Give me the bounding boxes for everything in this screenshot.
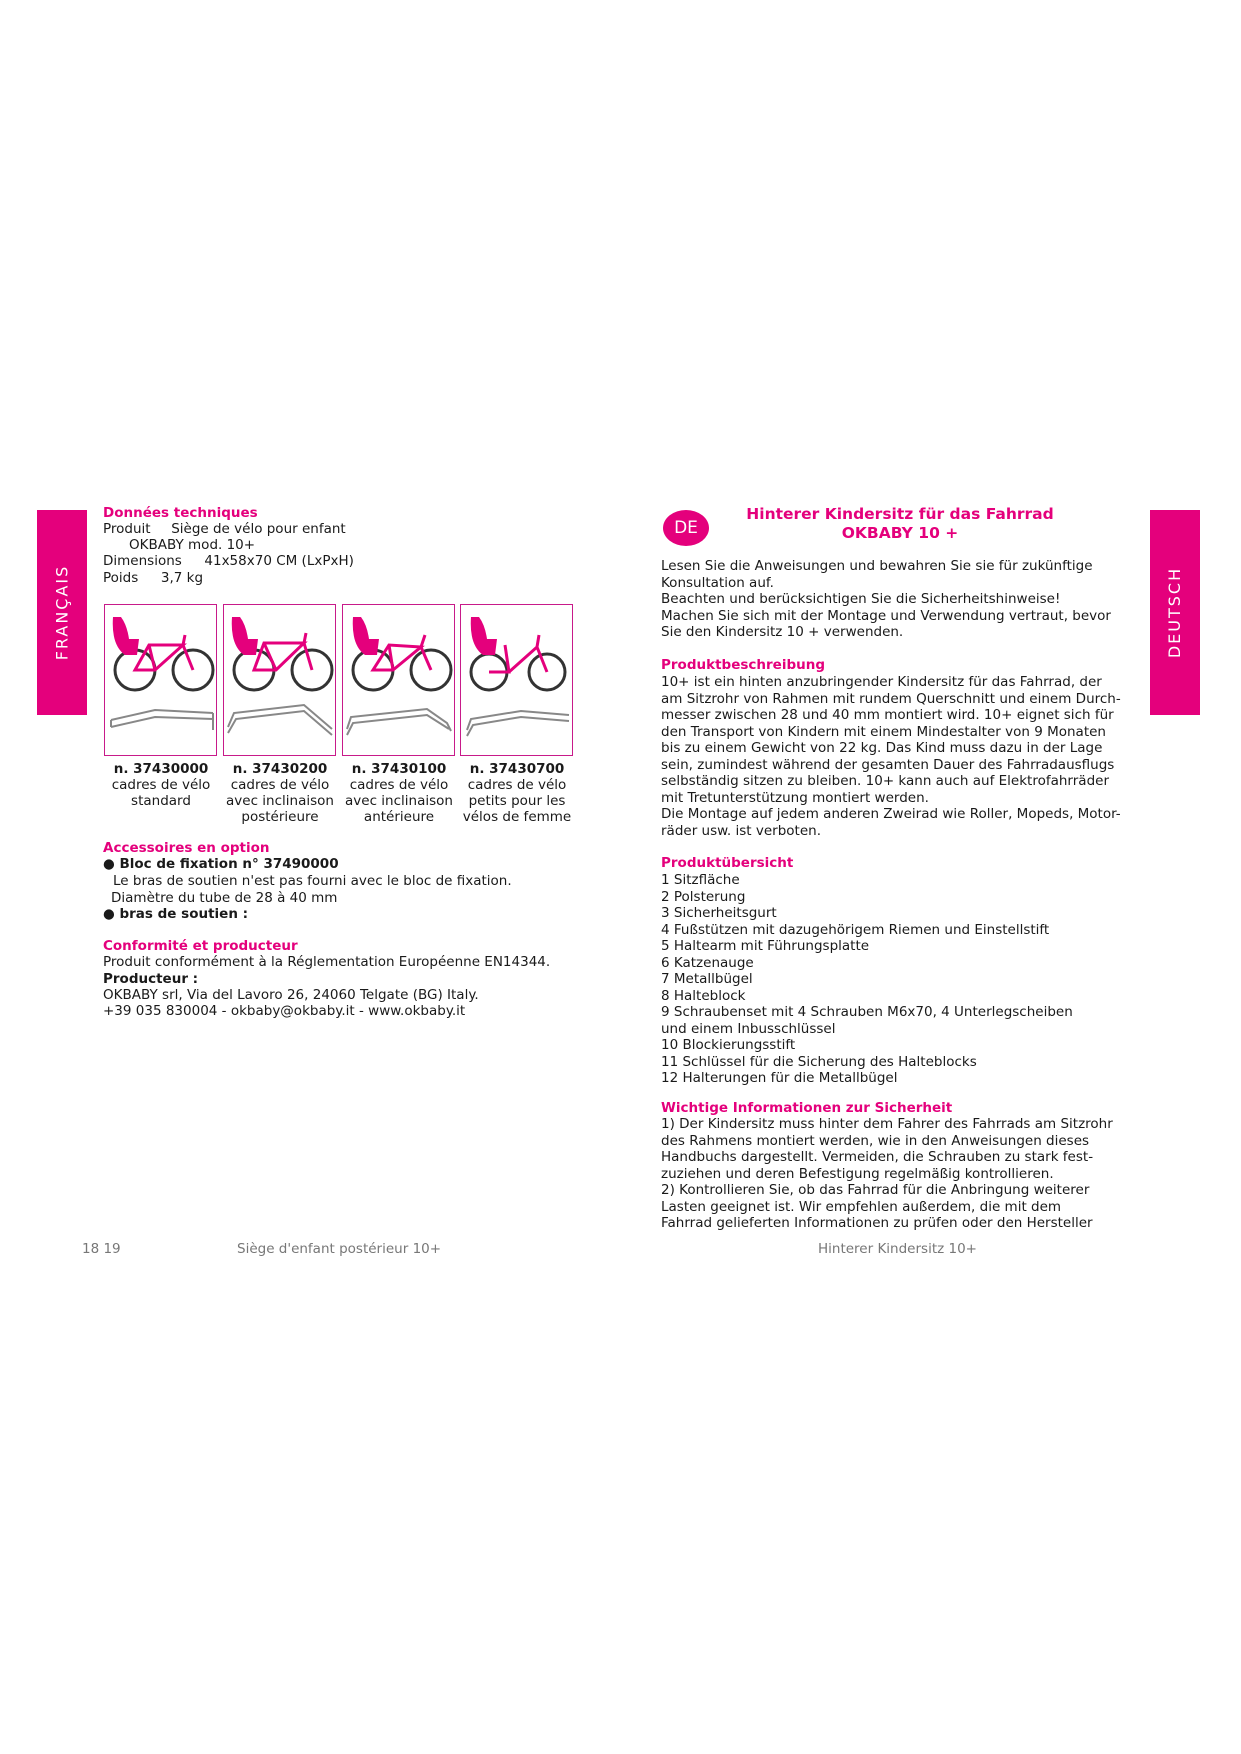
safety-line: 2) Kontrollieren Sie, ob das Fahrrad für die Anbringung weiterer <box>661 1182 1090 1198</box>
bike-number: n. 37430000 <box>113 761 209 777</box>
intro-line: Machen Sie sich mit der Montage und Verwendung vertraut, bevor <box>661 607 1111 624</box>
producer-address: OKBABY srl, Via del Lavoro 26, 24060 Telgate (BG) Italy. <box>103 987 479 1003</box>
list-item: 7 Metallbügel <box>661 971 753 987</box>
bike-caption-3 <box>338 761 460 825</box>
list-item: 1 Sitzfläche <box>661 872 740 888</box>
list-item: 6 Katzenauge <box>661 954 754 971</box>
bike-caption-2 <box>219 761 341 825</box>
intro-line: Konsultation auf. <box>661 574 774 591</box>
bike-desc-line1: cadres de vélo <box>230 777 330 793</box>
bike-desc-line1: cadres de vélo <box>111 777 211 793</box>
bloc-fixation-text1: Le bras de soutien n'est pas fourni avec le bloc de fixation. <box>113 873 512 889</box>
produit-row <box>103 521 346 538</box>
desc-line: mit Tretunterstützung montiert werden. <box>661 789 929 806</box>
desc-line: räder usw. ist verboten. <box>661 822 822 839</box>
conformity-text: Produit conformément à la Réglementation Européenne EN14344. <box>103 954 551 970</box>
side-tab-german <box>1150 510 1200 715</box>
bloc-fixation-text2: Diamètre du tube de 28 à 40 mm <box>111 890 338 906</box>
poids-value: 3,7 kg <box>160 570 204 586</box>
bike-desc-line3: postérieure <box>241 809 319 825</box>
list-item: 12 Halterungen für die Metallbügel <box>661 1070 898 1086</box>
dimensions-row <box>103 553 354 570</box>
footer-left-title: Siège d'enfant postérieur 10+ <box>237 1241 442 1257</box>
bike-desc-line1: cadres de vélo <box>349 777 449 793</box>
tech-data-heading: Données techniques <box>103 505 258 521</box>
safety-list <box>661 1116 1113 1232</box>
bike-illustration-standard <box>104 604 217 756</box>
desc-line: selbständig sitzen zu bleiben. 10+ kann auch auf Elektrofahrräder <box>661 773 1109 789</box>
list-item: 3 Sicherheitsgurt <box>661 905 777 921</box>
intro-block <box>661 558 1111 641</box>
desc-line: sein, zumindest während der gesamten Dauer des Fahrradausflugs <box>661 756 1115 773</box>
bike-illustration-rear-incline <box>223 604 336 756</box>
bike-desc-line3: antérieure <box>363 809 435 825</box>
dimensions-label: Dimensions <box>103 553 182 569</box>
model-value: OKBABY mod. 10+ <box>129 537 256 553</box>
intro-line: Sie den Kindersitz 10 + verwenden. <box>661 624 904 640</box>
safety-line: 1) Der Kindersitz muss hinter dem Fahrer des Fahrrads am Sitzrohr <box>661 1116 1113 1132</box>
produit-label: Produit <box>103 521 151 537</box>
title-line2: OKBABY 10 + <box>841 524 959 542</box>
desc-line: den Transport von Kindern mit einem Mindestalter von 9 Monaten <box>661 723 1106 740</box>
produit-value: Siège de vélo pour enfant <box>171 521 346 537</box>
safety-line: des Rahmens montiert werden, wie in den Anweisungen dieses <box>661 1132 1090 1149</box>
bloc-fixation-label: ● Bloc de fixation n° 37490000 <box>103 856 339 872</box>
side-tab-german-label: DEUTSCH <box>1165 566 1185 659</box>
list-item: 4 Fußstützen mit dazugehörigem Riemen und Einstellstift <box>661 921 1050 938</box>
list-item: 10 Blockierungsstift <box>661 1037 796 1053</box>
bike-number: n. 37430200 <box>232 761 328 777</box>
safety-line: Handbuchs dargestellt. Vermeiden, die Schrauben zu stark fest- <box>661 1149 1094 1165</box>
list-item: und einem Inbusschlüssel <box>661 1020 836 1037</box>
list-item: 8 Halteblock <box>661 987 746 1004</box>
list-item: 5 Haltearm mit Führungsplatte <box>661 938 870 954</box>
producer-contact: +39 035 830004 - okbaby@okbaby.it - www.okbaby.it <box>103 1003 466 1019</box>
bike-desc-line2: avec inclinaison <box>226 793 334 809</box>
side-tab-french <box>37 510 87 715</box>
desc-heading: Produktbeschreibung <box>661 657 825 673</box>
bike-desc-line1: cadres de vélo <box>467 777 567 793</box>
desc-line: bis zu einem Gewicht von 22 kg. Das Kind muss dazu in der Lage <box>661 740 1103 756</box>
list-item: 9 Schraubenset mit 4 Schrauben M6x70, 4 Unterlegscheiben <box>661 1004 1073 1020</box>
list-item: 2 Polsterung <box>661 888 746 905</box>
conformity-heading: Conformité et producteur <box>103 938 298 954</box>
safety-line: zuziehen und deren Befestigung regelmäßig kontrollieren. <box>661 1165 1054 1182</box>
bike-number: n. 37430700 <box>469 761 565 777</box>
bike-desc-line2: petits pour les <box>468 793 566 809</box>
intro-line: Beachten und berücksichtigen Sie die Sicherheitshinweise! <box>661 591 1061 607</box>
safety-line: Lasten geeignet ist. Wir empfehlen außerdem, die mit dem <box>661 1198 1062 1215</box>
bike-seat-icon <box>224 605 337 757</box>
safety-heading: Wichtige Informationen zur Sicherheit <box>661 1100 953 1116</box>
bike-caption-1 <box>100 761 222 809</box>
accessories-heading: Accessoires en option <box>103 840 270 856</box>
dimensions-value: 41x58x70 CM (LxPxH) <box>204 553 354 569</box>
bike-caption-4 <box>456 761 578 825</box>
overview-heading: Produktübersicht <box>661 855 794 871</box>
page-numbers: 18 19 <box>82 1241 121 1257</box>
bike-desc-line2: standard <box>131 793 191 809</box>
footer-right-title: Hinterer Kindersitz 10+ <box>818 1241 977 1257</box>
bike-seat-icon <box>343 605 456 757</box>
bike-seat-icon <box>461 605 574 757</box>
side-tab-french-label: FRANÇAIS <box>52 564 72 661</box>
bike-illustration-front-incline <box>342 604 455 756</box>
language-badge: DE <box>663 510 709 546</box>
bike-desc-line2: avec inclinaison <box>345 793 453 809</box>
producer-label: Producteur : <box>103 971 199 987</box>
bras-soutien-label: ● bras de soutien : <box>103 906 249 922</box>
desc-block <box>661 674 1121 839</box>
intro-line: Lesen Sie die Anweisungen und bewahren Sie sie für zukünftige <box>661 558 1093 574</box>
title-line1: Hinterer Kindersitz für das Fahrrad <box>746 505 1054 523</box>
page-title <box>740 505 1060 543</box>
desc-line: messer zwischen 28 und 40 mm montiert wird. 10+ eignet sich für <box>661 707 1114 723</box>
poids-row <box>103 570 203 587</box>
desc-line: 10+ ist ein hinten anzubringender Kindersitz für das Fahrrad, der <box>661 674 1102 690</box>
overview-list <box>661 872 1073 1087</box>
bike-seat-icon <box>105 605 218 757</box>
list-item: 11 Schlüssel für die Sicherung des Halteblocks <box>661 1053 977 1070</box>
desc-line: am Sitzrohr von Rahmen mit rundem Querschnitt und einem Durch- <box>661 690 1121 707</box>
poids-label: Poids <box>103 570 139 586</box>
bike-desc-line3: vélos de femme <box>462 809 572 825</box>
desc-line: Die Montage auf jedem anderen Zweirad wie Roller, Mopeds, Motor- <box>661 806 1121 822</box>
bike-number: n. 37430100 <box>351 761 447 777</box>
bike-illustration-ladies <box>460 604 573 756</box>
safety-line: Fahrrad gelieferten Informationen zu prüfen oder den Hersteller <box>661 1215 1093 1231</box>
